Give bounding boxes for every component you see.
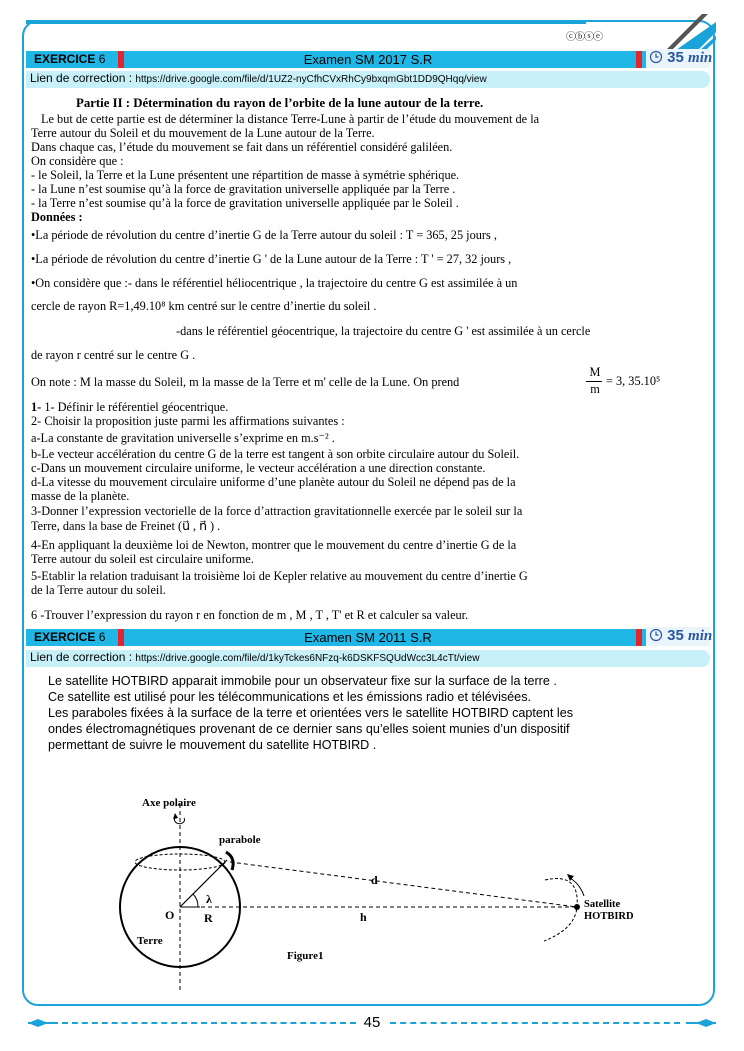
intro-line: ondes électromagnétiques provenant de ce dernier sans qu’elles soient munies d’un dispositif [48,722,570,736]
duration-value: 35 [667,627,684,644]
footer-ornament-right [686,1017,716,1029]
duration-unit: min [688,50,713,66]
ratio-numerator: M [589,365,601,379]
exercise-number: 6 [98,630,106,644]
question-option: a-La constante de gravitation universelle s’exprime en m.s⁻² . [31,431,335,445]
question: 3-Donner l’expression vectorielle de la force d’attraction gravitationnelle exercée par le soleil sur la [31,504,523,518]
data-line: de rayon r centré sur le centre G . [31,348,196,362]
duration-unit: min [688,628,713,644]
figure-label-parabole: parabole [219,834,261,846]
intro-line: permettant de suivre le mouvement du satellite HOTBIRD . [48,738,377,752]
figure-label-r: R [204,911,213,925]
page-footer [28,1014,716,1034]
link-label: Lien de correction : [30,650,136,664]
data-line: •La période de révolution du centre d’inertie G ' de la Lune autour de la Terre : T ' = 27, 32 jours , [31,252,512,266]
exercise-label-text: EXERCICE [34,630,96,644]
figure-label-terre: Terre [137,935,163,947]
ratio-value: = 3, 35.10⁵ [606,374,661,388]
part-prefix: Partie II [76,96,123,110]
link-label: Lien de correction : [30,71,136,85]
intro-line: On considère que : [31,154,124,168]
question: de la Terre autour du soleil. [31,583,166,597]
question: 5-Etablir la relation traduisant la troisième loi de Kepler relative au mouvement du centre d’inertie G [31,569,528,583]
figure-label-lambda: λ [206,892,212,906]
intro-line: Les paraboles fixées à la surface de la terre et orientées vers le satellite HOTBIRD captent les [48,706,573,720]
exercise-label-text: EXERCICE [34,52,96,66]
question: 2- Choisir la proposition juste parmi les affirmations suivantes : [31,414,345,428]
question: 1- 1- Définir le référentiel géocentrique. [31,400,229,414]
data-line: •On considère que :- dans le référentiel héliocentrique , la trajectoire du centre G est assimilée à un [31,276,518,290]
license-badge: ⓒⓑⓢⓔ [566,32,602,43]
question-option: masse de la planète. [31,489,130,503]
data-line: •La période de révolution du centre d’inertie G de la Terre autour du soleil : T = 365, 25 jours , [31,228,497,242]
question: 4-En appliquant la deuxième loi de Newton, montrer que le mouvement du centre d’inertie G de la [31,538,517,552]
figure-label-h: h [360,910,367,924]
intro-line: Le but de cette partie est de déterminer la distance Terre-Lune à partir de l’étude du mouvement de la [41,112,540,126]
intro-line: - le Soleil, la Terre et la Lune présentent une répartition de masse à symétrie sphérique. [31,168,460,182]
intro-line: Terre autour du Soleil et du mouvement de la Lune autour de la Terre. [31,126,375,140]
page-number: 45 [363,1014,381,1031]
question: 6 -Trouver l’expression du rayon r en fonction de m , M , T , T' et R et calculer sa valeur. [31,608,469,622]
exercise-number: 6 [98,52,106,66]
link-url[interactable]: https://drive.google.com/file/d/1UZ2-nyCfhCVxRhCy9bxqmGbt1DD9QHqq/view [135,74,487,85]
figure-label-satellite: Satellite [584,899,621,910]
data-line: -dans le référentiel géocentrique, la trajectoire du centre G ' est assimilée à un cercle [176,324,591,338]
intro-line: - la Terre n’est soumise qu’à la force de gravitation universelle appliquée par le Soleil . [31,196,459,210]
data-heading: Données : [31,210,83,224]
footer-dash [390,1022,680,1024]
intro-line: Le satellite HOTBIRD apparait immobile pour un observateur fixe sur la surface de la terre . [48,674,557,688]
question-option: d-La vitesse du mouvement circulaire uniforme d’une planète autour du Soleil ne dépend pas de la [31,475,516,489]
figure-label-d: d [371,873,378,887]
intro-line: Dans chaque cas, l’étude du mouvement se fait dans un référentiel considéré galiléen. [31,140,453,154]
note-line: On note : M la masse du Soleil, m la masse de la Terre et m' celle de la Lune. On prend [31,375,460,389]
part-heading: : Détermination du rayon de l’orbite de la lune autour de la terre. [122,96,484,110]
question: Terre, dans la base de Freinet (u⃗ , n⃗ ) . [31,519,221,533]
question-option: b-Le vecteur accélération du centre G de la terre est tangent à son orbite circulaire autour du Soleil. [31,447,520,461]
duration-value: 35 [667,49,684,66]
figure-label-hotbird: HOTBIRD [584,911,634,922]
exercise-title: Examen SM 2017 S.R [303,52,433,67]
link-url[interactable]: https://drive.google.com/file/d/1kyTckes6NFzq-k6DSKFSQUdWcc3L4cTt/view [135,653,480,664]
intro-line: - la Lune n’est soumise qu’à la force de gravitation universelle appliquée par la Terre . [31,182,456,196]
intro-line: Ce satellite est utilisé pour les télécommunications et les émissions radio et télévisées. [48,690,531,704]
question: Terre autour du soleil est circulaire uniforme. [31,552,254,566]
figure-label-o: O [165,908,175,922]
figure-label-axe: Axe polaire [142,797,196,809]
figure-caption: Figure1 [287,950,324,962]
question-option: c-Dans un mouvement circulaire uniforme, le vecteur accélération a une direction constante. [31,461,486,475]
data-line: cercle de rayon R=1,49.10⁸ km centré sur le centre d’inertie du soleil . [31,299,377,313]
ratio-denominator: m [590,382,600,396]
exercise-title: Examen SM 2011 S.R [304,630,432,645]
